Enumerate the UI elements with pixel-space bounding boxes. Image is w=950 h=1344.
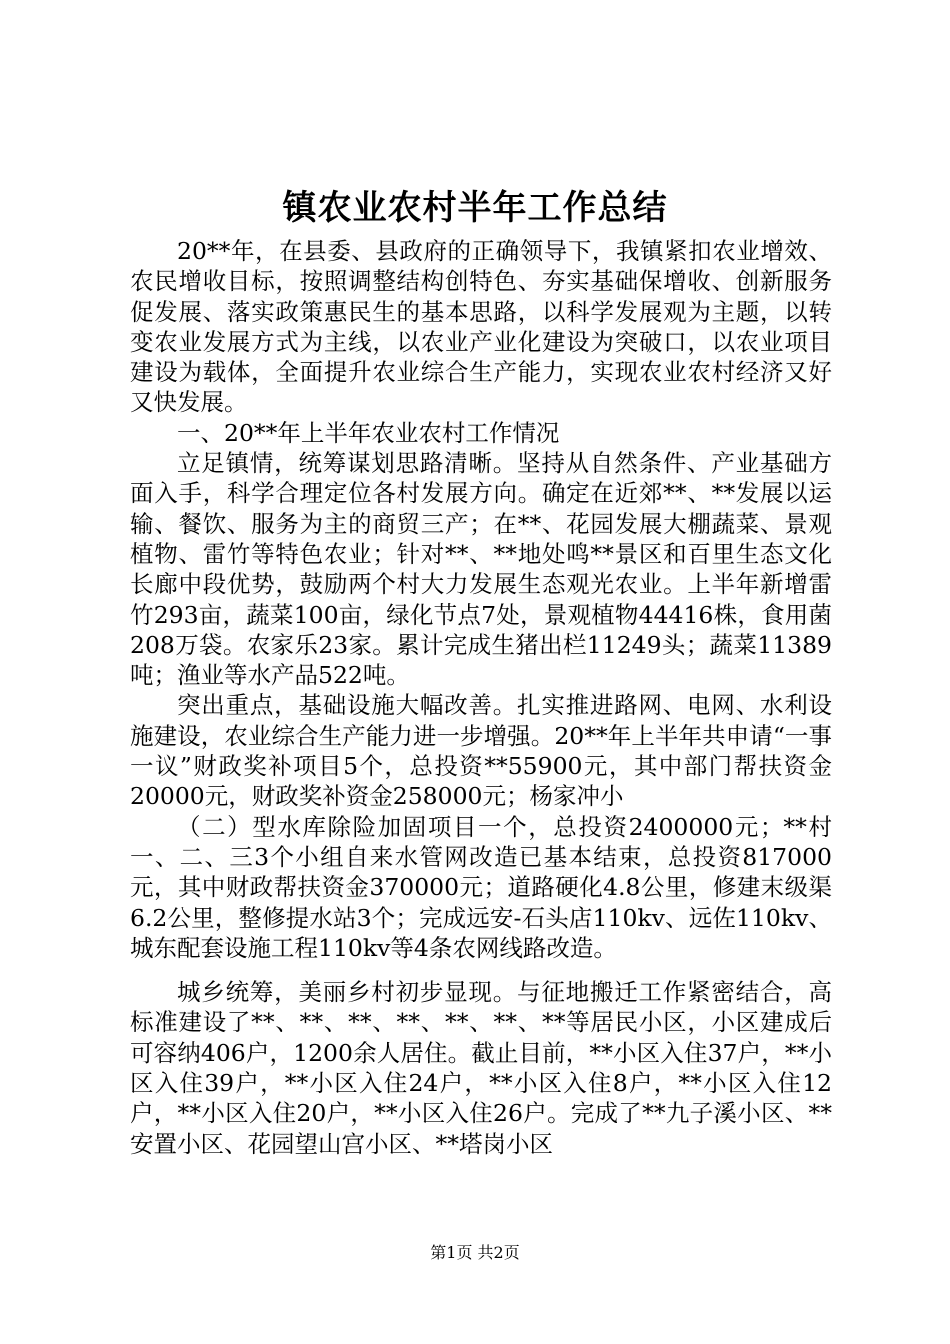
document-body — [130, 236, 832, 1159]
page-footer: 第1页 共2页 — [430, 1243, 520, 1262]
paragraph-planning: 立足镇情，统筹谋划思路清晰。坚持从自然条件、产业基础方面入手，科学合理定位各村发展方向。确定在近郊**、**发展以运输、餐饮、服务为主的商贸三产；在**、花园发展大棚蔬菜、景观植物、雷竹等特色农业；针对**、**地处鸣**景区和百里生态文化长廊中段优势，鼓励两个村大力发展生态观光农业。上半年新增雷竹293亩，蔬菜100亩，绿化节点7处，景观植物44416株，食用菌208万袋。农家乐23家。累计完成生猪出栏11249头；蔬菜11389吨；渔业等水产品522吨。 — [130, 449, 832, 690]
paragraph-urban-rural: 城乡统筹，美丽乡村初步显现。与征地搬迁工作紧密结合，高标准建设了**、**、**、**、**、**、**等居民小区，小区建成后可容纳406户，1200余人居住。截止目前，**小区入住37户，**小区入住39户，**小区入住24户，**小区入住8户，**小区入住12户，**小区入住20户，**小区入住26户。完成了**九子溪小区、**安置小区、花园望山宫小区、**塔岗小区 — [130, 978, 832, 1158]
paragraph-intro: 20**年，在县委、县政府的正确领导下，我镇紧扣农业增效、农民增收目标，按照调整结构创特色、夯实基础保增收、创新服务促发展、落实政策惠民生的基本思路，以科学发展观为主题，以转变农业发展方式为主线，以农业产业化建设为突破口，以农业项目建设为载体，全面提升农业综合生产能力，实现农业农村经济又好又快发展。 — [130, 237, 832, 417]
section-heading: 一、20**年上半年农业农村工作情况 — [177, 418, 560, 447]
paragraph-reservoir: （二）型水库除险加固项目一个，总投资2400000元；**村一、二、三3个小组自来水管网改造已基本结束，总投资817000元，其中财政帮扶资金370000元；道路硬化4.8公里，修建末级渠6.2公里，整修提水站3个；完成远安-石头店110kv、远佐110kv、城东配套设施工程110kv等4条农网线路改造。 — [130, 812, 832, 962]
paragraph-infrastructure: 突出重点，基础设施大幅改善。扎实推进路网、电网、水利设施建设，农业综合生产能力进一步增强。20**年上半年共申请“一事一议”财政奖补项目5个，总投资**55900元，其中部门帮扶资金20000元，财政奖补资金258000元；杨家冲小 — [130, 691, 832, 811]
document-title: 镇农业农村半年工作总结 — [282, 188, 668, 228]
